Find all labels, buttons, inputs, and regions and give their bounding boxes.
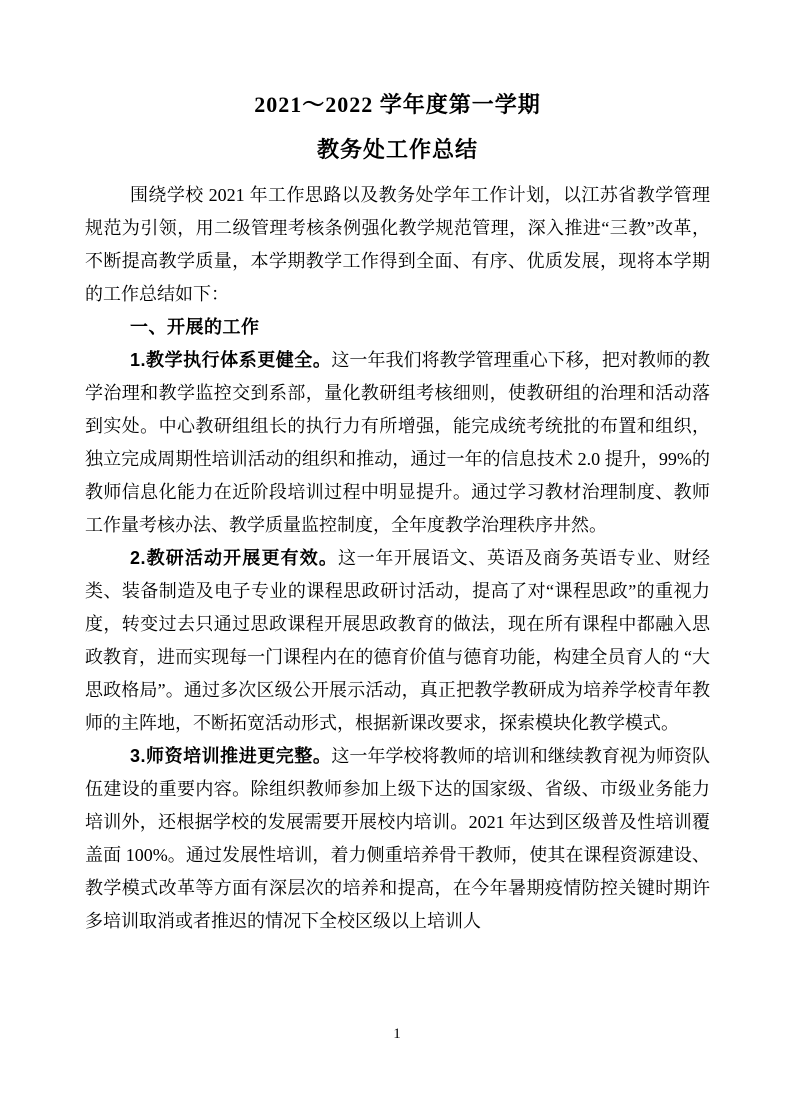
work-item-2-lead: 2.教研活动开展更有效。 <box>130 548 338 568</box>
work-item-1-text: 这一年我们将教学管理重心下移，把对教师的教学治理和教学监控交到系部，量化教研组考核细则，使教研组的治理和活动落到实处。中心教研组组长的执行力有所增强，能完成统考统批的布置和组织，独立完成周期性培训活动的组织和推动，通过一年的信息技术 2.0 提升，99%的教师信息化能力在近阶段培训过程中明显提升。通过学习教材治理制度、教师工作量考核办法、教学质量监控制度，全年度教学治理秩序井然。 <box>85 350 711 535</box>
work-item-1-lead: 1.教学执行体系更健全。 <box>130 350 332 370</box>
work-item-3-lead: 3.师资培训推进更完整。 <box>130 746 332 766</box>
document-title-line1: 2021～2022 学年度第一学期 <box>254 92 541 117</box>
section-heading <box>85 311 710 344</box>
work-item-2 <box>85 542 710 740</box>
document-body <box>85 179 710 938</box>
intro-paragraph <box>85 179 710 311</box>
page-number: 1 <box>393 1026 401 1042</box>
work-item-2-text: 这一年开展语文、英语及商务英语专业、财经类、装备制造及电子专业的课程思政研讨活动，提高了对“课程思政”的重视力度，转变过去只通过思政课程开展思政教育的做法，现在所有课程中都融入思政教育，进而实现每一门课程内在的德育价值与德育功能，构建全员育人的 “大思政格局”。通过多次区级公开展示活动，真正把教学教研成为培养学校青年教师的主阵地，不断拓宽活动形式，根据新课改要求，探索模块化教学模式。 <box>85 548 711 733</box>
document-title-line2: 教务处工作总结 <box>316 137 478 162</box>
work-item-1 <box>85 344 710 542</box>
section-heading-text: 一、开展的工作 <box>130 317 260 337</box>
intro-paragraph-text: 围绕学校 2021 年工作思路以及教务处学年工作计划，以江苏省教学管理规范为引领，用二级管理考核条例强化教学规范管理，深入推进“三教”改革，不断提高教学质量，本学期教学工作得到全面、有序、优质发展，现将本学期的工作总结如下： <box>85 185 710 304</box>
work-item-3-text: 这一年学校将教师的培训和继续教育视为师资队伍建设的重要内容。除组织教师参加上级下达的国家级、省级、市级业务能力培训外，还根据学校的发展需要开展校内培训。2021 年达到区级普及性培训覆盖面 100%。通过发展性培训，着力侧重培养骨干教师，使其在课程资源建设、教学模式改革等方面有深层次的培养和提高，在今年暑期疫情防控关键时期许多培训取消或者推迟的情况下全校区级以上培训人 <box>85 746 711 931</box>
work-item-3 <box>85 740 710 938</box>
